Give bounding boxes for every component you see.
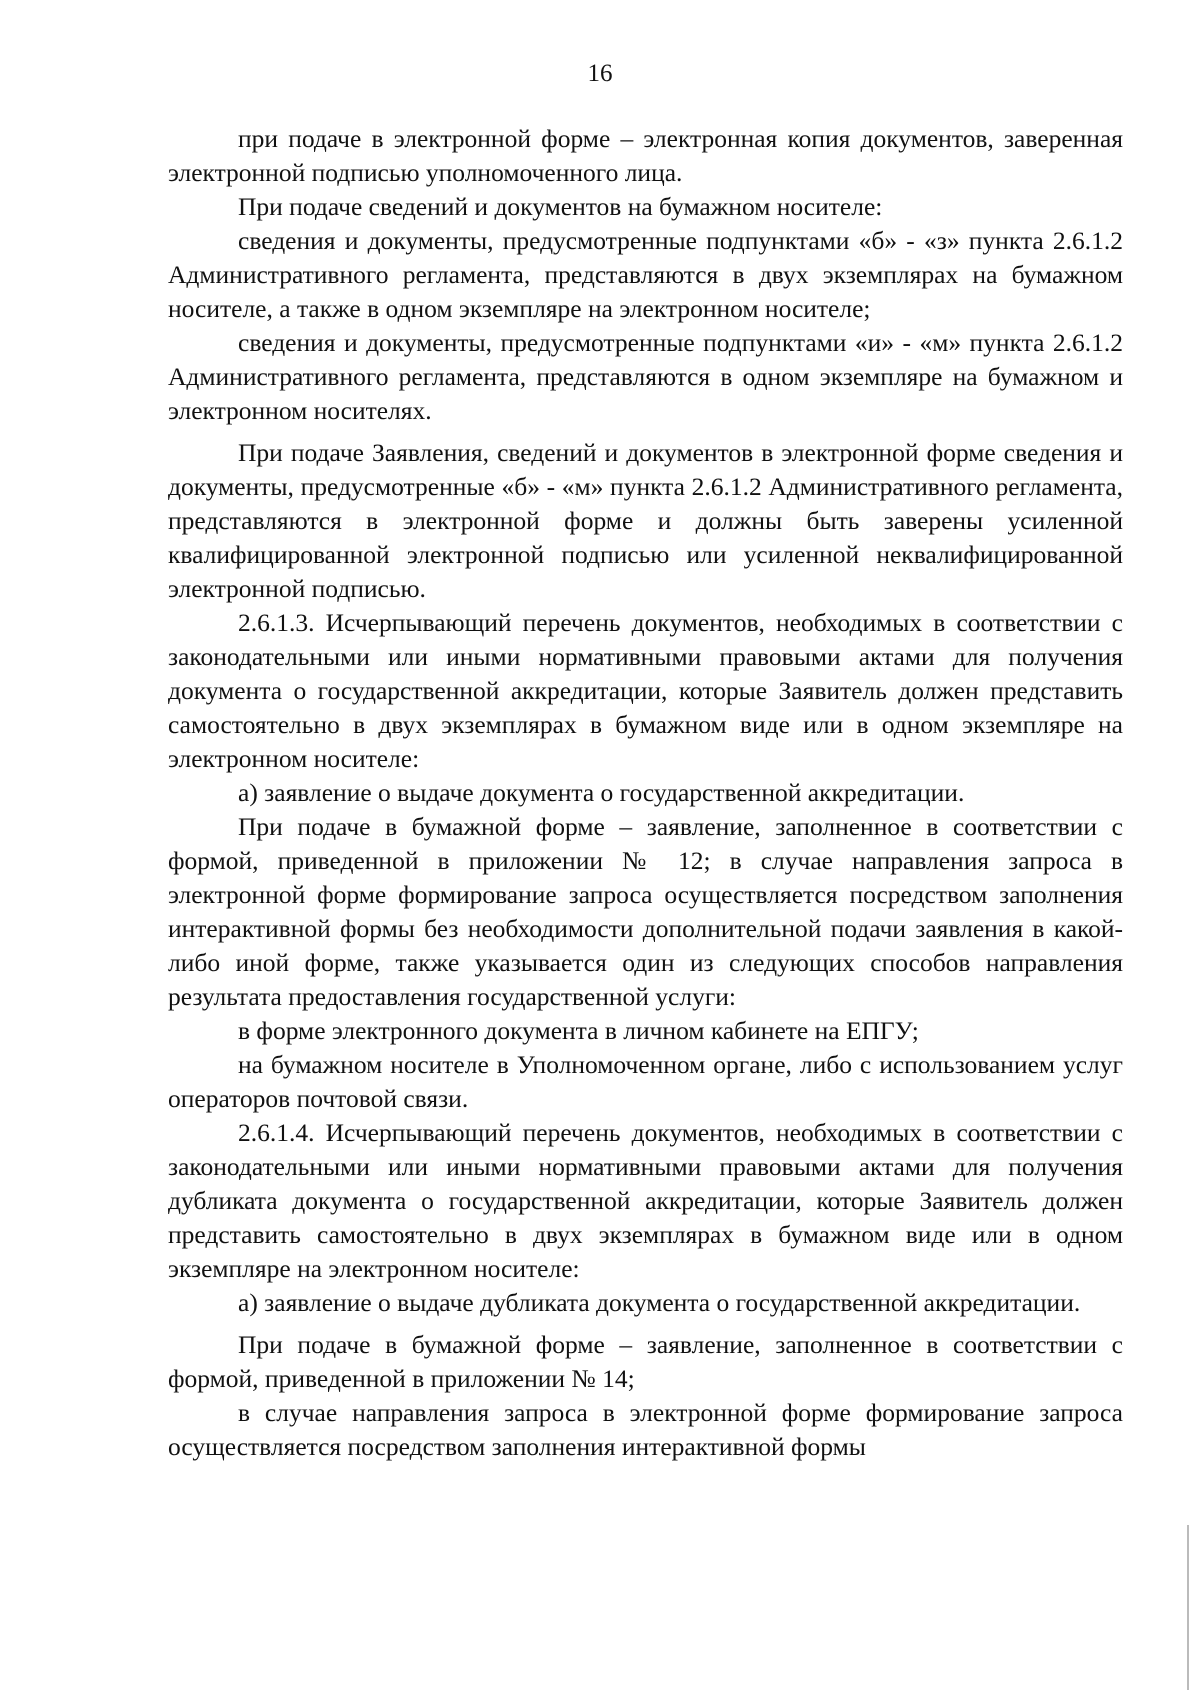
paragraph-10: на бумажном носителе в Уполномоченном органе, либо с использованием услуг операторов почтовой связи. (168, 1050, 1123, 1113)
paragraph-6: 2.6.1.3. Исчерпывающий перечень документов, необходимых в соответствии с законодательными или иными нормативными правовыми актами для получения документа о государственной аккредитации, которые Заявитель должен представить самостоятельно в двух экземплярах в бумажном виде или в одном экземпляре на электронном носителе: (168, 608, 1123, 773)
paragraph-8: При подаче в бумажной форме – заявление, заполненное в соответствии с формой, приведенной в приложении № 12; в случае направления запроса в электронной форме формирование запроса осуществляется посредством заполнения интерактивной формы без необходимости дополнительной подачи заявления в какой-либо иной форме, также указывается один из следующих способов направления результата предоставления государственной услуги: (168, 812, 1123, 1011)
document-body (168, 122, 1123, 1464)
paragraph-4: сведения и документы, предусмотренные подпунктами «и» - «м» пункта 2.6.1.2 Административного регламента, представляются в одном экземпляре на бумажном и электронном носителях. (168, 328, 1123, 425)
paragraph-12: а) заявление о выдаче дубликата документа о государственной аккредитации. (238, 1288, 1081, 1317)
paragraph-9: в форме электронного документа в личном кабинете на ЕПГУ; (238, 1016, 919, 1045)
paragraph-14: в случае направления запроса в электронной форме формирование запроса осуществляется посредством заполнения интерактивной формы (168, 1398, 1123, 1461)
paragraph-13: При подаче в бумажной форме – заявление, заполненное в соответствии с формой, приведенной в приложении № 14; (168, 1330, 1123, 1393)
paragraph-5: При подаче Заявления, сведений и документов в электронной форме сведения и документы, предусмотренные «б» - «м» пункта 2.6.1.2 Административного регламента, представляются в электронной форме и должны быть заверены усиленной квалифицированной электронной подписью или усиленной неквалифицированной электронной подписью. (168, 438, 1123, 603)
scan-edge-mark (1187, 1525, 1189, 1690)
paragraph-3: сведения и документы, предусмотренные подпунктами «б» - «з» пункта 2.6.1.2 Административного регламента, представляются в двух экземплярах на бумажном носителе, а также в одном экземпляре на электронном носителе; (168, 226, 1123, 323)
paragraph-1: при подаче в электронной форме – электронная копия документов, заверенная электронной подписью уполномоченного лица. (168, 124, 1123, 187)
paragraph-7: а) заявление о выдаче документа о государственной аккредитации. (238, 778, 965, 807)
paragraph-11: 2.6.1.4. Исчерпывающий перечень документов, необходимых в соответствии с законодательными или иными нормативными правовыми актами для получения дубликата документа о государственной аккредитации, которые Заявитель должен представить самостоятельно в двух экземплярах в бумажном виде или в одном экземпляре на электронном носителе: (168, 1118, 1123, 1283)
page-number: 16 (587, 60, 613, 87)
paragraph-2: При подаче сведений и документов на бумажном носителе: (238, 192, 883, 221)
